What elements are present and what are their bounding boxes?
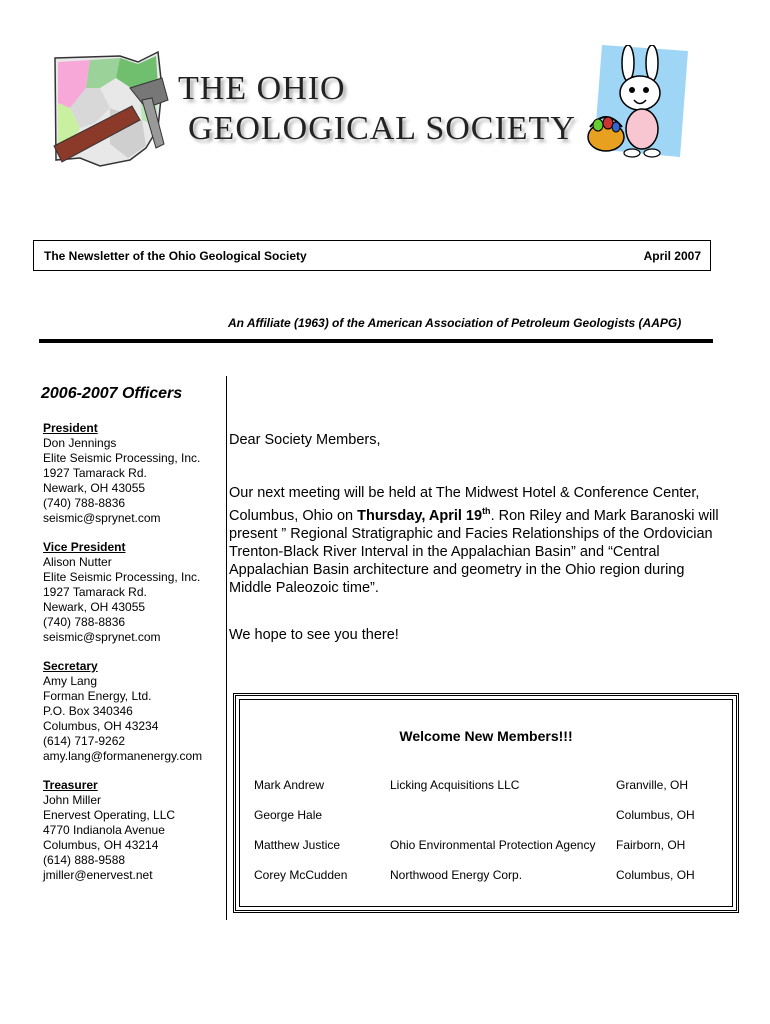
divider-rule [39, 339, 713, 343]
officer-role: President [43, 421, 98, 435]
member-name: Corey McCudden [254, 868, 348, 882]
ohio-map-logo [50, 48, 170, 173]
officer-line: Don Jennings [43, 436, 117, 450]
officer-line: Amy Lang [43, 674, 98, 688]
officer-line: Enervest Operating, LLC [43, 808, 176, 822]
member-city: Granville, OH [616, 778, 689, 792]
meeting-text-b: . Ron Riley and Mark Baranoski will present ” Regional Stratigraphic and Facies Relationships of the Ordovician Trenton-Black River Interval in the Appalachian Basin” and “Central Appalachian Basin architecture and geometry in the Ohio region during Middle Paleozoic time”. [229, 507, 719, 596]
meeting-date-suffix: th [482, 506, 491, 516]
officer-line: Elite Seismic Processing, Inc. [43, 451, 201, 465]
member-name: Mark Andrew [254, 778, 325, 792]
officer-role: Vice President [43, 540, 126, 554]
officer-line: John Miller [43, 793, 102, 807]
officer-line: 1927 Tamarack Rd. [43, 466, 147, 480]
member-name: Matthew Justice [254, 838, 341, 852]
member-company: Northwood Energy Corp. [390, 868, 523, 882]
officer-line: Columbus, OH 43234 [43, 719, 159, 733]
officer-line: (614) 717-9262 [43, 734, 126, 748]
officer-block-president [43, 421, 200, 526]
officer-line: 1927 Tamarack Rd. [43, 585, 147, 599]
officer-line: seismic@sprynet.com [43, 630, 161, 644]
officer-line: Newark, OH 43055 [43, 600, 146, 614]
newsletter-header-box [33, 240, 711, 271]
new-members-title: Welcome New Members!!! [399, 728, 573, 744]
letter-closing: We hope to see you there! [229, 627, 399, 643]
officer-line: Columbus, OH 43214 [43, 838, 159, 852]
member-name: George Hale [254, 808, 323, 822]
officer-block-vice-president [43, 540, 200, 645]
member-company: Ohio Environmental Protection Agency [390, 838, 596, 852]
meeting-announcement [229, 484, 719, 597]
officer-line: Forman Energy, Ltd. [43, 689, 152, 703]
masthead-title-line2: GEOLOGICAL SOCIETY [188, 110, 576, 147]
easter-bunny-icon [580, 45, 690, 165]
issue-date: April 2007 [643, 249, 701, 263]
officer-line: Elite Seismic Processing, Inc. [43, 570, 201, 584]
officer-line: 4770 Indianola Avenue [43, 823, 165, 837]
officer-line: Newark, OH 43055 [43, 481, 146, 495]
meeting-text-a: Our next meeting will be held at The Midwest Hotel & Conference Center, Columbus, Ohio on [229, 485, 700, 524]
member-city: Columbus, OH [616, 808, 695, 822]
officer-line: Alison Nutter [43, 555, 112, 569]
officers-heading: 2006-2007 Officers [41, 385, 183, 402]
meeting-date: Thursday, April 19 [357, 507, 483, 524]
officer-line: amy.lang@formanenergy.com [43, 749, 203, 763]
officer-role: Secretary [43, 659, 98, 673]
officer-block-secretary [43, 659, 202, 764]
officer-line: (614) 888-9588 [43, 853, 126, 867]
officer-line: (740) 788-8836 [43, 615, 126, 629]
officer-line: seismic@sprynet.com [43, 511, 161, 525]
officer-line: P.O. Box 340346 [43, 704, 133, 718]
column-divider [226, 376, 227, 920]
affiliate-line: An Affiliate (1963) of the American Association of Petroleum Geologists (AAPG) [228, 316, 682, 330]
officer-line: jmiller@enervest.net [43, 868, 153, 882]
new-members-box [233, 693, 739, 913]
member-city: Fairborn, OH [616, 838, 686, 852]
member-city: Columbus, OH [616, 868, 695, 882]
letter-greeting: Dear Society Members, [229, 432, 381, 448]
officer-block-treasurer [43, 778, 175, 883]
officer-line: (740) 788-8836 [43, 496, 126, 510]
officer-role: Treasurer [43, 778, 98, 792]
member-company: Licking Acquisitions LLC [390, 778, 520, 792]
masthead-title-line1: THE OHIO [178, 70, 346, 107]
newsletter-name: The Newsletter of the Ohio Geological Society [44, 249, 307, 263]
